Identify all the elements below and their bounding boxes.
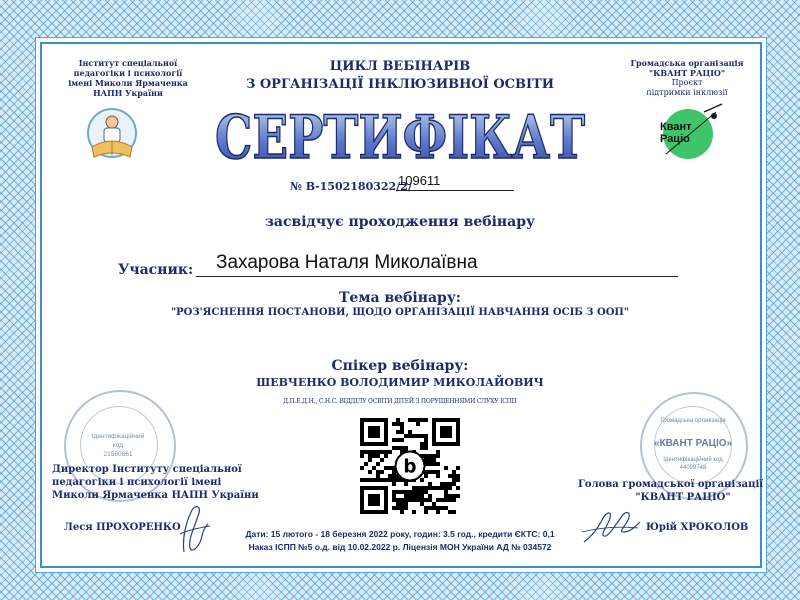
right-stamp-low [648, 456, 738, 472]
right-org-line: Громадська організація [630, 58, 744, 68]
speaker-title: Д.П.Е.Д.Н., С.Н.С. ВІДДІЛУ ОСВІТИ ДІТЕЙ З ПОРУШЕННЯМИ СЛУХУ ІСПП [283, 398, 517, 405]
participant-name: Захарова Наталя Миколаївна [216, 252, 478, 273]
left-org-line: Інститут спеціальної [78, 58, 178, 68]
footer [200, 528, 600, 554]
right-org-line: "КВАНТ РАЦІО" [648, 68, 726, 78]
logo-text-line: Квант [660, 121, 692, 133]
left-stamp-text [80, 432, 156, 459]
stamp-line: код [112, 442, 124, 449]
institute-logo-icon [82, 105, 142, 167]
certificate-number-value: 109611 [398, 173, 441, 188]
right-org-line: підтримки інклюзії [646, 88, 728, 97]
participant-underline [196, 276, 678, 277]
number-underline [396, 190, 514, 191]
title-text: СЕРТИФІКАТ [215, 103, 586, 170]
certifies-text: засвідчує проходження вебінару [264, 214, 536, 230]
stamp-line: Ідентифікаційний [91, 433, 145, 440]
stamp-line: Ідентифікаційний код [663, 457, 723, 463]
kvant-ratio-logo-text [660, 121, 691, 145]
svg-text:b: b [403, 456, 417, 478]
left-org-line: імені Миколи Ярмаченка [68, 78, 188, 88]
left-org-line: НАПН України [93, 88, 163, 98]
speaker-label: Спікер вебінару: [331, 358, 469, 374]
topic-label: Тема вебінару: [339, 290, 461, 306]
qr-code-icon [360, 418, 460, 514]
stamp-line: 44099748 [679, 465, 707, 471]
participant-label: Учасник: [118, 262, 194, 278]
signer-role-line: Директор Інституту спеціальної [52, 464, 242, 475]
right-signer-name: Юрій ХРОКОЛОВ [646, 522, 749, 533]
header [200, 58, 600, 94]
left-signer-role [52, 463, 259, 502]
signer-role-line: Миколи Ярмаченка НАПН України [52, 490, 259, 501]
topic-text: "РОЗ'ЯСНЕННЯ ПОСТАНОВИ, ЩОДО ОРГАНІЗАЦІЇ НАВЧАННЯ ОСІБ З ООП" [170, 307, 630, 318]
left-org-name [58, 58, 198, 98]
right-stamp-top: Громадська організація [660, 418, 726, 424]
right-signer-role [578, 478, 764, 504]
left-org-line: педагогіки і психології [73, 68, 183, 78]
certificate-number-prefix: № В-1502180322/2/ [290, 180, 412, 193]
left-signer-name: Леся ПРОХОРЕНКО [64, 522, 181, 533]
header-line1: ЦИКЛ ВЕБІНАРІВ [329, 59, 471, 74]
right-org-line: Проєкт [671, 78, 703, 87]
signer-role-line: Голова громадської організації [578, 479, 764, 490]
certificate-title [200, 98, 600, 170]
speaker-name: ШЕВЧЕНКО ВОЛОДИМИР МИКОЛАЙОВИЧ [256, 376, 544, 389]
logo-text-line: Раціо [660, 133, 690, 145]
right-org-name [612, 58, 762, 98]
stamp-line: 21560861 [103, 451, 133, 458]
right-stamp-mid: «КВАНТ РАЦІО» [653, 438, 733, 449]
signer-role-line: "КВАНТ РАЦІО" [635, 492, 731, 503]
footer-line1: Дати: 15 лютого - 18 березня 2022 року, годин: 3.5 год., кредити ЄКТС: 0,1 [245, 529, 555, 539]
footer-line2: Наказ ІСПП №5 о.д. від 10.02.2022 р. Ліцензія МОН України АД № 034572 [248, 542, 552, 552]
header-line2: З ОРГАНІЗАЦІЇ ІНКЛЮЗИВНОЇ ОСВІТИ [245, 77, 555, 92]
signer-role-line: педагогіки і психології імені [52, 477, 222, 488]
